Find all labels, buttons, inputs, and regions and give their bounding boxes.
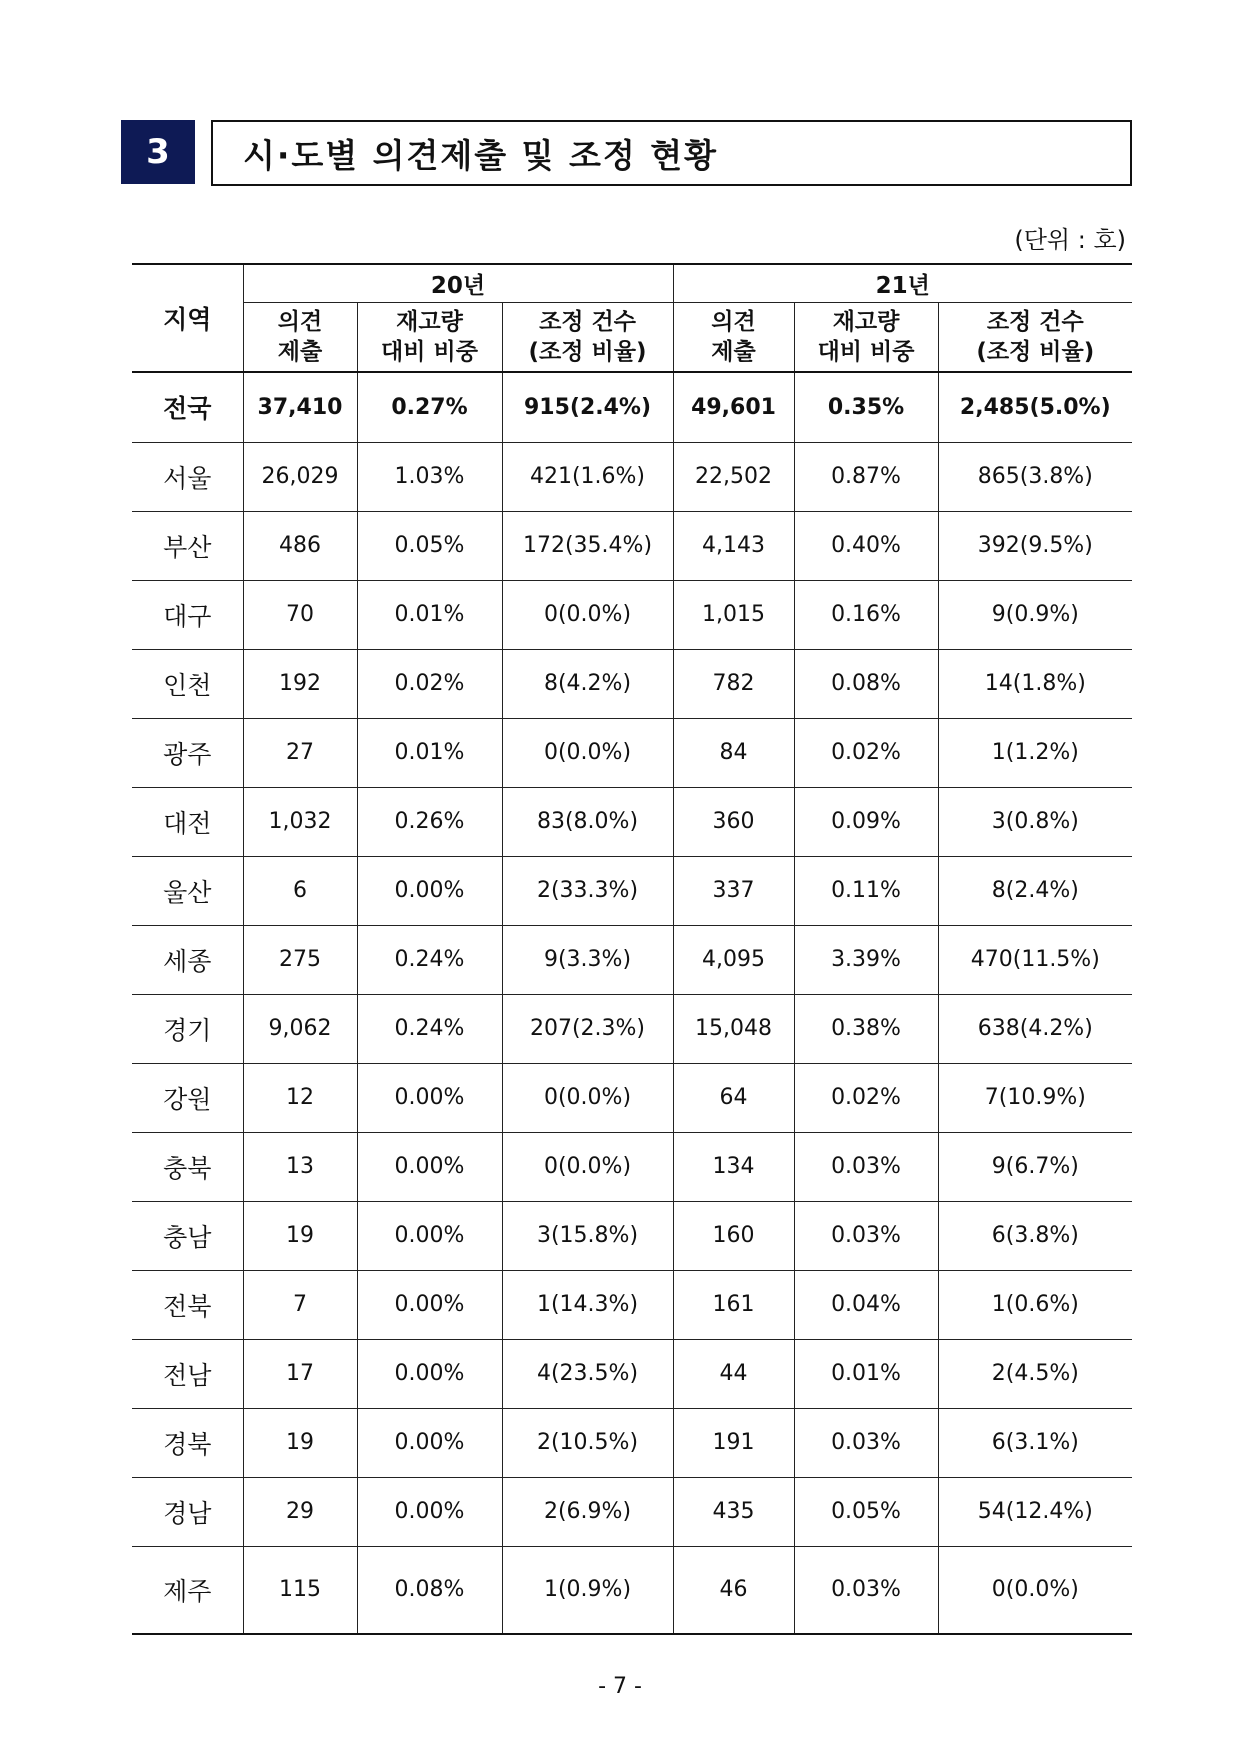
adjustment-2020-cell: 4(23.5%) xyxy=(502,1339,673,1408)
opinion-2020-cell: 275 xyxy=(243,925,357,994)
adjustment-2021-cell: 865(3.8%) xyxy=(938,442,1132,511)
subheader-stock-ratio-2021: 재고량 대비 비중 xyxy=(794,302,938,372)
adjustment-2020-cell: 915(2.4%) xyxy=(502,372,673,442)
stock-ratio-2021-cell: 0.02% xyxy=(794,718,938,787)
stock-ratio-2021-cell: 0.02% xyxy=(794,1063,938,1132)
region-cell: 울산 xyxy=(132,856,243,925)
adjustment-2021-cell: 0(0.0%) xyxy=(938,1546,1132,1634)
subheader-stock-ratio-2020: 재고량 대비 비중 xyxy=(357,302,502,372)
region-cell: 경남 xyxy=(132,1477,243,1546)
region-cell: 전북 xyxy=(132,1270,243,1339)
region-header: 지역 xyxy=(132,264,243,372)
stock-ratio-2020-cell: 0.00% xyxy=(357,1477,502,1546)
opinion-2020-cell: 192 xyxy=(243,649,357,718)
region-cell: 광주 xyxy=(132,718,243,787)
table-row xyxy=(132,718,1132,787)
opinion-2020-cell: 37,410 xyxy=(243,372,357,442)
adjustment-2020-cell: 8(4.2%) xyxy=(502,649,673,718)
stock-ratio-2021-cell: 0.38% xyxy=(794,994,938,1063)
opinion-2021-cell: 4,095 xyxy=(673,925,794,994)
region-cell: 대구 xyxy=(132,580,243,649)
opinion-2020-cell: 13 xyxy=(243,1132,357,1201)
table-row xyxy=(132,925,1132,994)
opinion-2021-cell: 337 xyxy=(673,856,794,925)
region-cell: 전남 xyxy=(132,1339,243,1408)
regional-opinion-table xyxy=(132,263,1132,1635)
year-header-2020: 20년 xyxy=(243,264,673,302)
stock-ratio-2020-cell: 0.02% xyxy=(357,649,502,718)
table-row xyxy=(132,856,1132,925)
adjustment-2021-cell: 392(9.5%) xyxy=(938,511,1132,580)
adjustment-2020-cell: 0(0.0%) xyxy=(502,1063,673,1132)
stock-ratio-2020-cell: 1.03% xyxy=(357,442,502,511)
adjustment-2021-cell: 14(1.8%) xyxy=(938,649,1132,718)
table-row xyxy=(132,1339,1132,1408)
opinion-2020-cell: 19 xyxy=(243,1408,357,1477)
stock-ratio-2021-cell: 0.04% xyxy=(794,1270,938,1339)
stock-ratio-2020-cell: 0.26% xyxy=(357,787,502,856)
region-cell: 충북 xyxy=(132,1132,243,1201)
stock-ratio-2021-cell: 0.16% xyxy=(794,580,938,649)
stock-ratio-2020-cell: 0.01% xyxy=(357,580,502,649)
subheader-opinion-2021: 의견 제출 xyxy=(673,302,794,372)
opinion-2021-cell: 15,048 xyxy=(673,994,794,1063)
opinion-2020-cell: 7 xyxy=(243,1270,357,1339)
opinion-2021-cell: 134 xyxy=(673,1132,794,1201)
page-number: - 7 - xyxy=(598,1674,642,1699)
stock-ratio-2020-cell: 0.00% xyxy=(357,1339,502,1408)
opinion-2021-cell: 64 xyxy=(673,1063,794,1132)
adjustment-2020-cell: 2(10.5%) xyxy=(502,1408,673,1477)
opinion-2021-cell: 435 xyxy=(673,1477,794,1546)
adjustment-2021-cell: 2,485(5.0%) xyxy=(938,372,1132,442)
opinion-2021-cell: 49,601 xyxy=(673,372,794,442)
stock-ratio-2021-cell: 0.03% xyxy=(794,1408,938,1477)
table-row xyxy=(132,994,1132,1063)
table-row xyxy=(132,787,1132,856)
section-number-badge xyxy=(121,120,195,184)
opinion-2021-cell: 191 xyxy=(673,1408,794,1477)
stock-ratio-2021-cell: 0.87% xyxy=(794,442,938,511)
region-cell: 서울 xyxy=(132,442,243,511)
adjustment-2021-cell: 9(0.9%) xyxy=(938,580,1132,649)
opinion-2021-cell: 360 xyxy=(673,787,794,856)
stock-ratio-2021-cell: 0.11% xyxy=(794,856,938,925)
adjustment-2020-cell: 3(15.8%) xyxy=(502,1201,673,1270)
opinion-2021-cell: 4,143 xyxy=(673,511,794,580)
adjustment-2020-cell: 2(33.3%) xyxy=(502,856,673,925)
region-cell: 대전 xyxy=(132,787,243,856)
table-row xyxy=(132,1063,1132,1132)
adjustment-2021-cell: 9(6.7%) xyxy=(938,1132,1132,1201)
opinion-2020-cell: 26,029 xyxy=(243,442,357,511)
opinion-2020-cell: 70 xyxy=(243,580,357,649)
adjustment-2021-cell: 2(4.5%) xyxy=(938,1339,1132,1408)
region-cell: 충남 xyxy=(132,1201,243,1270)
stock-ratio-2020-cell: 0.24% xyxy=(357,994,502,1063)
stock-ratio-2021-cell: 0.01% xyxy=(794,1339,938,1408)
adjustment-2020-cell: 2(6.9%) xyxy=(502,1477,673,1546)
stock-ratio-2020-cell: 0.01% xyxy=(357,718,502,787)
table-row xyxy=(132,1477,1132,1546)
stock-ratio-2021-cell: 0.08% xyxy=(794,649,938,718)
stock-ratio-2020-cell: 0.00% xyxy=(357,1063,502,1132)
stock-ratio-2021-cell: 0.09% xyxy=(794,787,938,856)
region-cell: 부산 xyxy=(132,511,243,580)
subheader-opinion-2020: 의견 제출 xyxy=(243,302,357,372)
unit-label: (단위 : 호) xyxy=(1014,226,1126,254)
stock-ratio-2020-cell: 0.24% xyxy=(357,925,502,994)
opinion-2020-cell: 29 xyxy=(243,1477,357,1546)
adjustment-2020-cell: 1(14.3%) xyxy=(502,1270,673,1339)
region-cell: 세종 xyxy=(132,925,243,994)
adjustment-2020-cell: 172(35.4%) xyxy=(502,511,673,580)
stock-ratio-2021-cell: 3.39% xyxy=(794,925,938,994)
adjustment-2020-cell: 0(0.0%) xyxy=(502,1132,673,1201)
opinion-2020-cell: 115 xyxy=(243,1546,357,1634)
stock-ratio-2021-cell: 0.35% xyxy=(794,372,938,442)
opinion-2020-cell: 1,032 xyxy=(243,787,357,856)
table-body xyxy=(132,372,1132,1634)
adjustment-2020-cell: 83(8.0%) xyxy=(502,787,673,856)
stock-ratio-2020-cell: 0.00% xyxy=(357,1132,502,1201)
stock-ratio-2020-cell: 0.27% xyxy=(357,372,502,442)
adjustment-2021-cell: 3(0.8%) xyxy=(938,787,1132,856)
stock-ratio-2020-cell: 0.00% xyxy=(357,1408,502,1477)
opinion-2021-cell: 1,015 xyxy=(673,580,794,649)
adjustment-2021-cell: 7(10.9%) xyxy=(938,1063,1132,1132)
adjustment-2021-cell: 470(11.5%) xyxy=(938,925,1132,994)
opinion-2020-cell: 12 xyxy=(243,1063,357,1132)
subheader-adjustment-2020: 조정 건수 (조정 비율) xyxy=(502,302,673,372)
subheader-adjustment-2021: 조정 건수 (조정 비율) xyxy=(938,302,1132,372)
stock-ratio-2021-cell: 0.03% xyxy=(794,1132,938,1201)
opinion-2021-cell: 161 xyxy=(673,1270,794,1339)
stock-ratio-2021-cell: 0.05% xyxy=(794,1477,938,1546)
opinion-2021-cell: 44 xyxy=(673,1339,794,1408)
adjustment-2020-cell: 1(0.9%) xyxy=(502,1546,673,1634)
opinion-2020-cell: 486 xyxy=(243,511,357,580)
opinion-2020-cell: 27 xyxy=(243,718,357,787)
adjustment-2020-cell: 0(0.0%) xyxy=(502,718,673,787)
table-row xyxy=(132,442,1132,511)
table-row xyxy=(132,1546,1132,1634)
table-row xyxy=(132,511,1132,580)
adjustment-2021-cell: 638(4.2%) xyxy=(938,994,1132,1063)
region-cell: 경북 xyxy=(132,1408,243,1477)
table-row xyxy=(132,580,1132,649)
opinion-2020-cell: 17 xyxy=(243,1339,357,1408)
adjustment-2020-cell: 421(1.6%) xyxy=(502,442,673,511)
table-row-total xyxy=(132,372,1132,442)
table-row xyxy=(132,1132,1132,1201)
adjustment-2021-cell: 54(12.4%) xyxy=(938,1477,1132,1546)
adjustment-2020-cell: 9(3.3%) xyxy=(502,925,673,994)
stock-ratio-2021-cell: 0.03% xyxy=(794,1201,938,1270)
stock-ratio-2020-cell: 0.00% xyxy=(357,856,502,925)
stock-ratio-2020-cell: 0.05% xyxy=(357,511,502,580)
stock-ratio-2020-cell: 0.00% xyxy=(357,1270,502,1339)
adjustment-2020-cell: 0(0.0%) xyxy=(502,580,673,649)
region-cell: 전국 xyxy=(132,372,243,442)
opinion-2020-cell: 9,062 xyxy=(243,994,357,1063)
section-title: 시·도별 의견제출 및 조정 현황 xyxy=(243,135,719,175)
table-row xyxy=(132,1270,1132,1339)
region-cell: 제주 xyxy=(132,1546,243,1634)
region-cell: 경기 xyxy=(132,994,243,1063)
section-number: 3 xyxy=(146,132,170,172)
stock-ratio-2021-cell: 0.40% xyxy=(794,511,938,580)
opinion-2021-cell: 22,502 xyxy=(673,442,794,511)
region-cell: 강원 xyxy=(132,1063,243,1132)
adjustment-2020-cell: 207(2.3%) xyxy=(502,994,673,1063)
region-cell: 인천 xyxy=(132,649,243,718)
adjustment-2021-cell: 6(3.1%) xyxy=(938,1408,1132,1477)
year-header-2021: 21년 xyxy=(673,264,1132,302)
opinion-2020-cell: 19 xyxy=(243,1201,357,1270)
stock-ratio-2020-cell: 0.00% xyxy=(357,1201,502,1270)
opinion-2021-cell: 46 xyxy=(673,1546,794,1634)
table-row xyxy=(132,1201,1132,1270)
adjustment-2021-cell: 1(0.6%) xyxy=(938,1270,1132,1339)
adjustment-2021-cell: 6(3.8%) xyxy=(938,1201,1132,1270)
opinion-2021-cell: 160 xyxy=(673,1201,794,1270)
table-row xyxy=(132,649,1132,718)
table-row xyxy=(132,1408,1132,1477)
opinion-2021-cell: 782 xyxy=(673,649,794,718)
adjustment-2021-cell: 8(2.4%) xyxy=(938,856,1132,925)
stock-ratio-2021-cell: 0.03% xyxy=(794,1546,938,1634)
stock-ratio-2020-cell: 0.08% xyxy=(357,1546,502,1634)
opinion-2020-cell: 6 xyxy=(243,856,357,925)
adjustment-2021-cell: 1(1.2%) xyxy=(938,718,1132,787)
section-title-box xyxy=(211,120,1132,186)
opinion-2021-cell: 84 xyxy=(673,718,794,787)
